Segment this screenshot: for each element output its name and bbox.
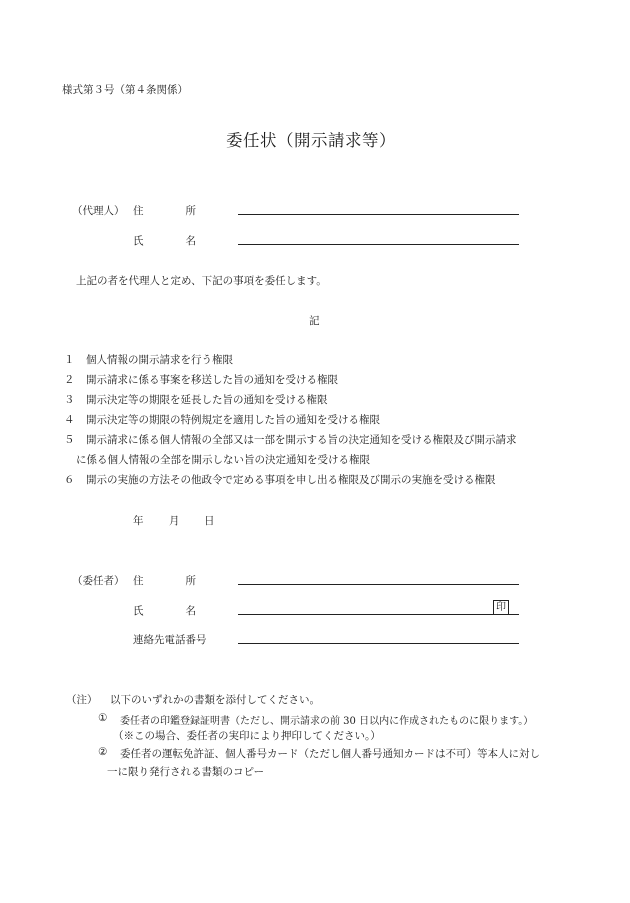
principal-name-field[interactable] <box>238 614 519 615</box>
principal-label: （委任者） <box>72 575 125 587</box>
note-2-text: 委任者の運転免許証、個人番号カード（ただし個人番号通知カードは不可）等本人に対し <box>120 748 540 760</box>
note-2-mark: ② <box>98 746 108 758</box>
item-number: ５ <box>64 434 75 446</box>
date-year-label: 年 <box>133 515 144 527</box>
agent-address-label: 住 所 <box>133 205 196 217</box>
agent-address-field[interactable] <box>238 214 519 215</box>
note-1-subtext: （※この場合、委任者の実印により押印してください。） <box>113 730 381 742</box>
date-day-label: 日 <box>204 515 215 527</box>
agent-name-field[interactable] <box>238 244 519 245</box>
notes-label: （注） <box>66 694 98 706</box>
item-text: 個人情報の開示請求を行う権限 <box>86 354 233 366</box>
item-text: 開示決定等の期限の特例規定を適用した旨の通知を受ける権限 <box>86 414 380 426</box>
date-month-label: 月 <box>169 515 180 527</box>
note-2-continued: 一に限り発行される書類のコピー <box>107 766 265 778</box>
item-number: １ <box>64 354 75 366</box>
note-1-mark: ① <box>98 712 108 724</box>
agent-name-label: 氏 名 <box>133 235 196 247</box>
item-text: 開示決定等の期限を延長した旨の通知を受ける権限 <box>86 394 328 406</box>
item-number: ３ <box>64 394 75 406</box>
principal-address-field[interactable] <box>238 584 519 585</box>
principal-phone-field[interactable] <box>238 643 519 644</box>
document-title: 委任状（開示請求等） <box>226 131 396 150</box>
delegation-statement: 上記の者を代理人と定め、下記の事項を委任します。 <box>76 275 327 287</box>
principal-address-label: 住 所 <box>133 575 196 587</box>
principal-phone-label: 連絡先電話番号 <box>133 634 207 646</box>
note-1-text: 委任者の印鑑登録証明書（ただし、開示請求の前 30 日以内に作成されたものに限ります。） <box>120 716 534 727</box>
item-text: 開示の実施の方法その他政令で定める事項を申し出る権限及び開示の実施を受ける権限 <box>86 474 496 486</box>
principal-name-label: 氏 名 <box>133 605 196 617</box>
seal-box: 印 <box>493 600 509 615</box>
notes-intro: 以下のいずれかの書類を添付してください。 <box>110 694 320 706</box>
form-number: 様式第３号（第４条関係） <box>62 84 188 96</box>
item-number: ６ <box>64 474 75 486</box>
item-text: 開示請求に係る個人情報の全部又は一部を開示する旨の決定通知を受ける権限及び開示請求 <box>86 434 517 446</box>
ki-heading: 記 <box>309 315 320 327</box>
agent-label: （代理人） <box>72 205 125 217</box>
item-text-continued: に係る個人情報の全部を開示しない旨の決定通知を受ける権限 <box>76 454 370 466</box>
item-text: 開示請求に係る事案を移送した旨の通知を受ける権限 <box>86 374 338 386</box>
item-number: ２ <box>64 374 75 386</box>
item-number: ４ <box>64 414 75 426</box>
